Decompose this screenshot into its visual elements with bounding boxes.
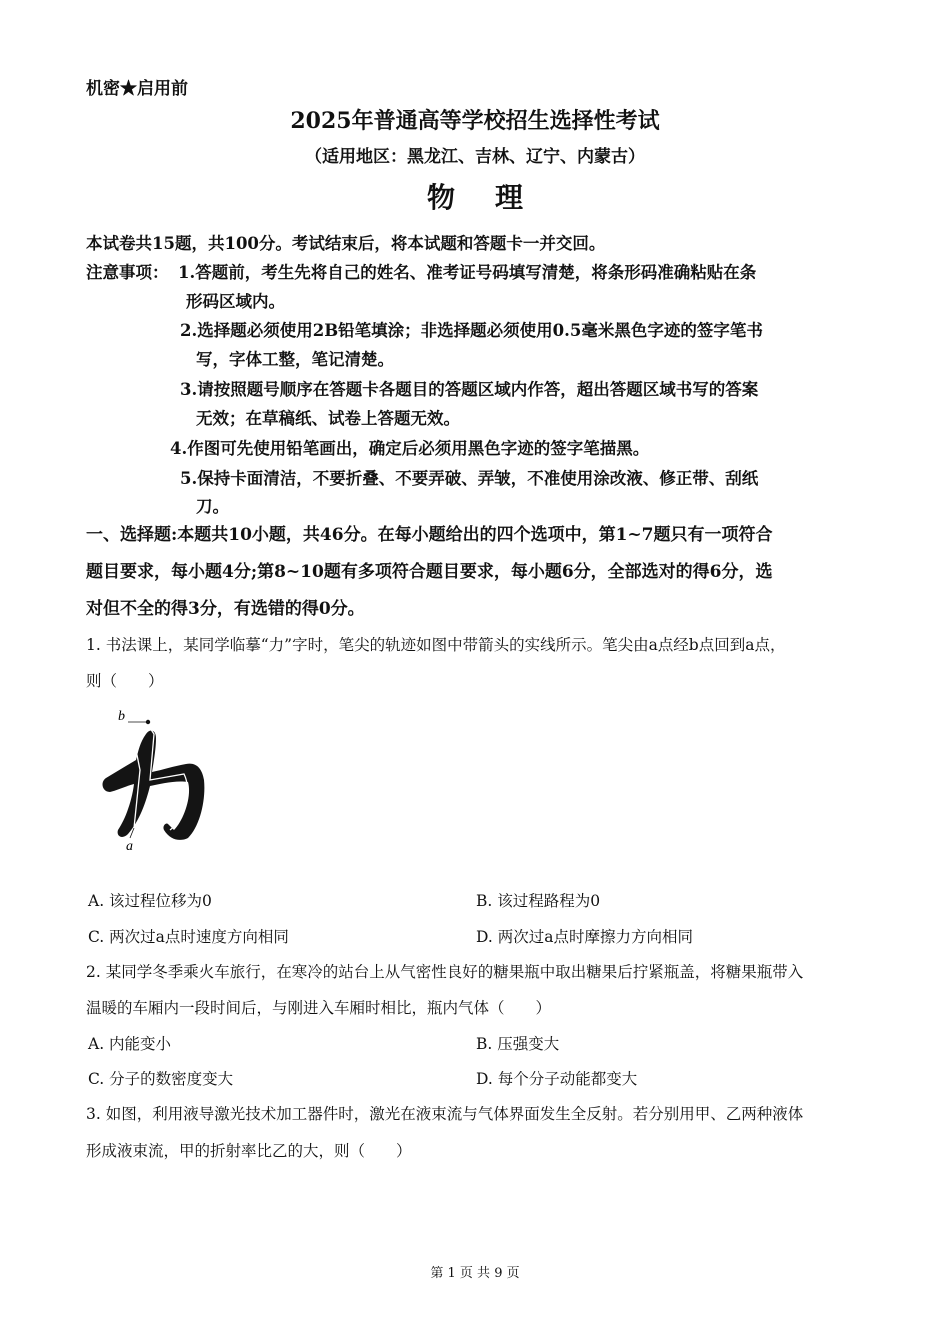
confidential-mark: 机密★启用前 <box>86 79 188 99</box>
exam-title: 2025年普通高等学校招生选择性考试 <box>290 108 660 134</box>
q1-option-a: A. 该过程位移为0 <box>88 892 212 910</box>
intro-line: 本试卷共15题，共100分。考试结束后，将本试题和答题卡一并交回。 <box>86 234 606 253</box>
note-2a: 2.选择题必须使用2B铅笔填涂；非选择题必须使用0.5毫米黑色字迹的签字笔书 <box>180 321 763 340</box>
q3-stem-line2: 形成液束流，甲的折射率比乙的大，则（ ） <box>86 1142 412 1160</box>
li-character-figure <box>88 700 228 860</box>
q2-option-b: B. 压强变大 <box>476 1035 560 1053</box>
q2-option-a: A. 内能变小 <box>88 1035 172 1053</box>
label-a: a <box>126 839 133 854</box>
q2-stem-line1: 2. 某同学冬季乘火车旅行，在寒冷的站台上从气密性良好的糖果瓶中取出糖果后拧紧瓶盖，将糖果瓶带入 <box>86 963 804 981</box>
note-3a: 3.请按照题号顺序在答题卡各题目的答题区域内作答，超出答题区域书写的答案 <box>180 380 759 399</box>
section1-line2: 题目要求，每小题4分;第8~10题有多项符合题目要求，每小题6分，全部选对的得6分，选 <box>86 562 773 582</box>
subject-title: 物理 <box>426 181 563 214</box>
q1-option-b: B. 该过程路程为0 <box>476 892 601 910</box>
q1-option-c: C. 两次过a点时速度方向相同 <box>88 928 289 946</box>
exam-region: （适用地区：黑龙江、吉林、辽宁、内蒙古） <box>305 147 645 167</box>
note-1a: 1.答题前，考生先将自己的姓名、准考证号码填写清楚，将条形码准确粘贴在条 <box>178 263 757 282</box>
note-3b: 无效；在草稿纸、试卷上答题无效。 <box>196 409 460 428</box>
note-2b: 写，字体工整，笔记清楚。 <box>196 350 394 369</box>
q1-stem-line1: 1. 书法课上，某同学临摹“力”字时，笔尖的轨迹如图中带箭头的实线所示。笔尖由a点经b点回到a点， <box>86 636 786 654</box>
q2-option-d: D. 每个分子动能都变大 <box>476 1070 638 1088</box>
q1-option-d: D. 两次过a点时摩擦力方向相同 <box>476 928 693 946</box>
section1-line1: 一、选择题:本题共10小题，共46分。在每小题给出的四个选项中，第1~7题只有一项符合 <box>86 525 773 545</box>
page-footer: 第 1 页 共 9 页 <box>430 1266 520 1281</box>
note-5b: 刀。 <box>196 497 229 516</box>
label-b: b <box>118 709 125 724</box>
note-5a: 5.保持卡面清洁，不要折叠、不要弄破、弄皱，不准使用涂改液、修正带、刮纸 <box>180 469 759 488</box>
q1-stem-line2: 则（ ） <box>86 672 164 690</box>
point-b <box>146 720 150 724</box>
q2-stem-line2: 温暖的车厢内一段时间后，与刚进入车厢时相比，瓶内气体（ ） <box>86 999 552 1017</box>
notes-prefix: 注意事项： <box>86 263 169 282</box>
q2-option-c: C. 分子的数密度变大 <box>88 1070 234 1088</box>
section1-line3: 对但不全的得3分，有选错的得0分。 <box>86 599 365 619</box>
q3-stem-line1: 3. 如图，利用液导激光技术加工器件时，激光在液束流与气体界面发生全反射。若分别用甲、乙两种液体 <box>86 1105 804 1123</box>
note-4: 4.作图可先使用铅笔画出，确定后必须用黑色字迹的签字笔描黑。 <box>170 439 650 458</box>
note-1b: 形码区域内。 <box>186 292 285 311</box>
